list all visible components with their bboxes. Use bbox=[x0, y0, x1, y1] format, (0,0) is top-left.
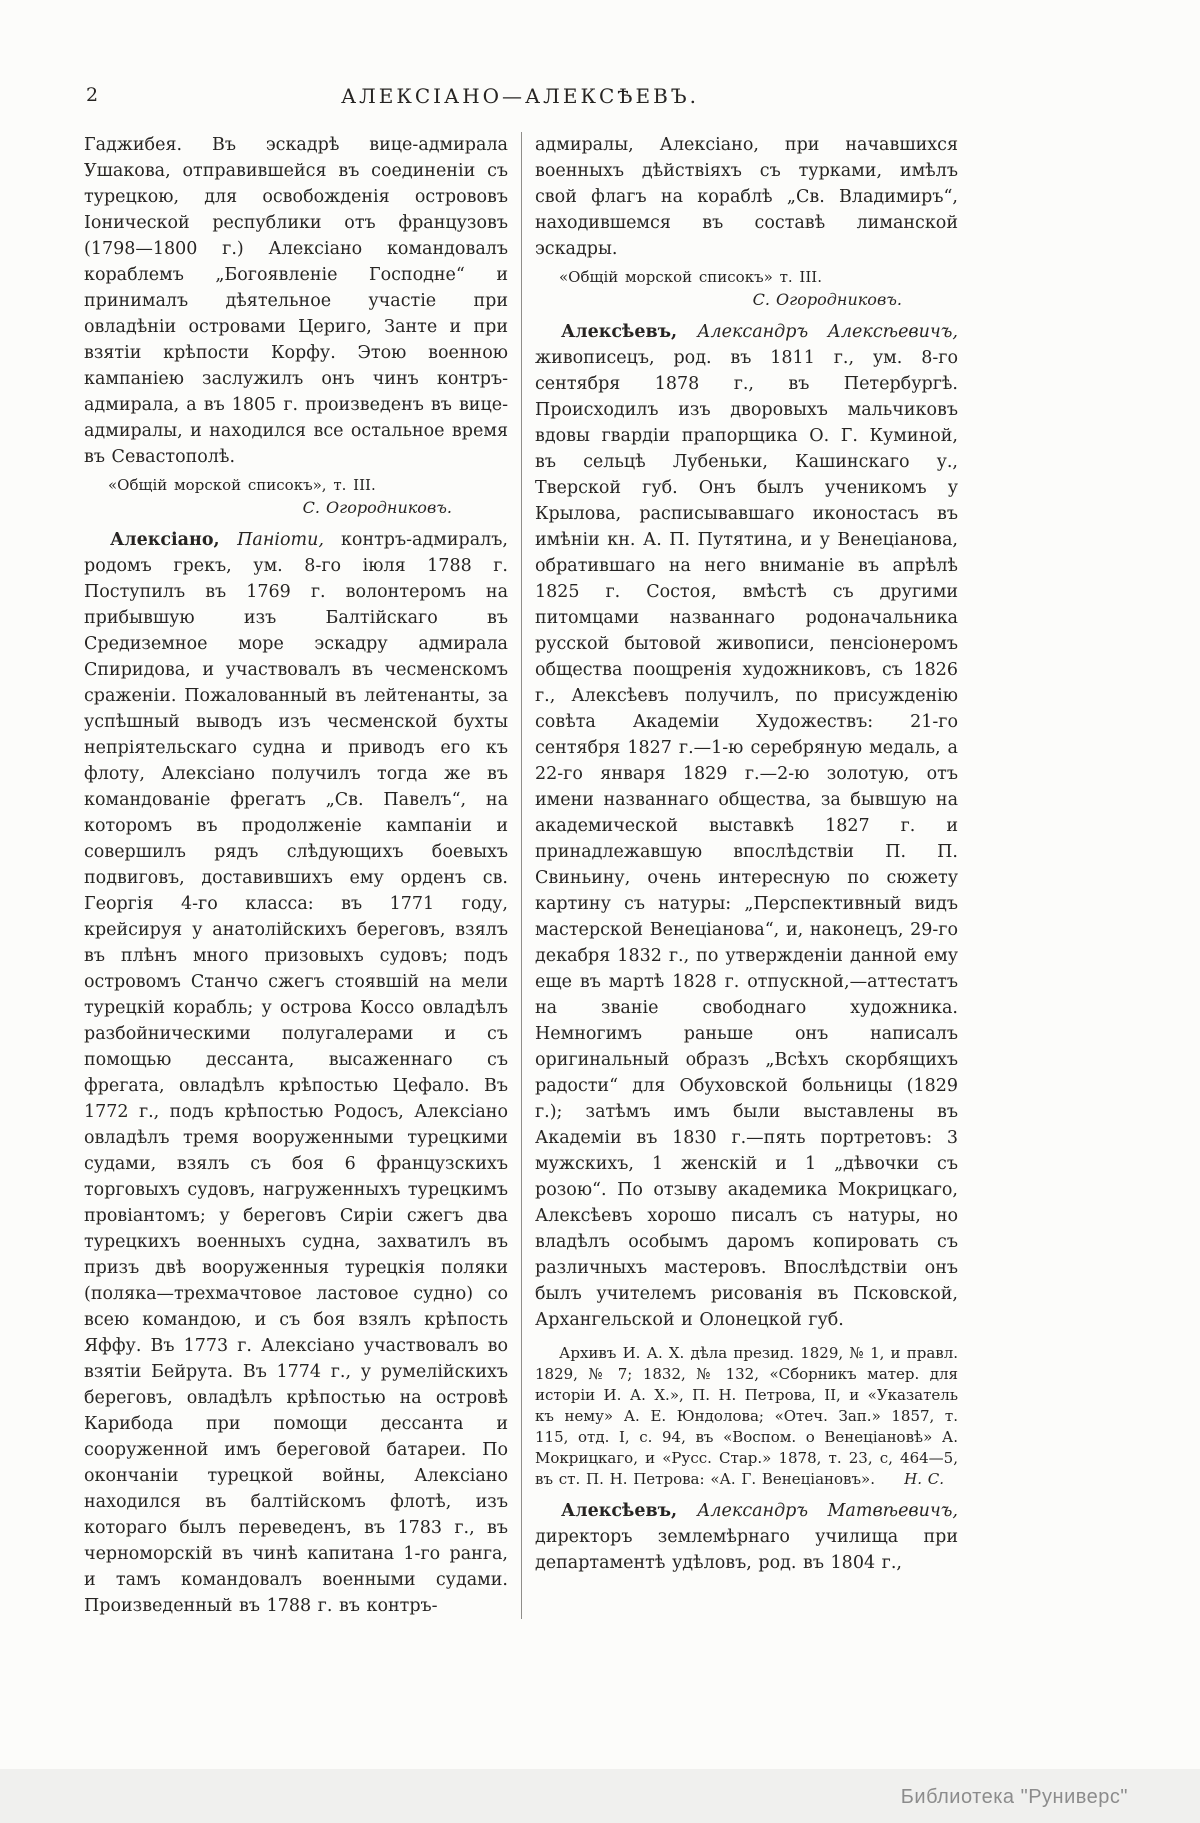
bibliography-signature: Н. С. bbox=[904, 1470, 944, 1488]
text-columns bbox=[84, 132, 958, 1619]
right-column bbox=[521, 132, 958, 1619]
entry-alekseev-painter bbox=[535, 319, 958, 1333]
continuation-paragraph: адмиралы, Алексіано, при начавшихся военныхъ дѣйствіяхъ съ турками, имѣлъ свой флагъ на кораблѣ „Св. Владимиръ“, находившемся въ составѣ лиманской эскадры. bbox=[535, 135, 958, 259]
entry-body-text: директоръ землемѣрнаго училища при департаментѣ удѣловъ, род. въ 1804 г., bbox=[535, 1527, 958, 1573]
running-head: АЛЕКСІАНО—АЛЕКСѢЕВЪ. bbox=[340, 84, 700, 108]
entry-alekseev-director bbox=[535, 1498, 958, 1576]
entry-aleksiano bbox=[84, 527, 508, 1619]
left-column bbox=[84, 132, 521, 1619]
entry-headword: Алексѣевъ, bbox=[561, 322, 698, 342]
bibliography-paragraph bbox=[535, 1343, 958, 1490]
continuation-paragraph: Гаджибея. Въ эскадрѣ вице-адмирала Ушакова, отправившейся въ соединеніи съ турецкою, для освобожденія острововъ Іонической республики отъ французовъ (1798—1800 г.) Алексіано командовалъ кораблемъ „Богоявленіе Господне“ и принималъ дѣятельное участіе при овладѣніи островами Цериго, Занте и при взятіи крѣпости Корфу. Этою военною кампаніею заслужилъ онъ чинъ контръ-адмирала, а въ 1805 г. произведенъ въ вице-адмиралы, и находился все остальное время въ Севастополѣ. bbox=[84, 135, 508, 467]
entry-body-text: контръ-адмиралъ, родомъ грекъ, ум. 8-го іюля 1788 г. Поступилъ въ 1769 г. волонтеромъ на прибывшую изъ Балтійскаго въ Средиземное море эскадру адмирала Спиридова, и участвовалъ въ чесменскомъ сраженіи. Пожалованный въ лейтенанты, за успѣшный выводъ изъ чесменской бухты непріятельскаго судна и приводъ его къ флоту, Алексіано получилъ тогда же въ командованіе фрегатъ „Св. Павелъ“, на которомъ въ продолженіе кампаніи и совершилъ рядъ слѣдующихъ боевыхъ подвиговъ, доставившихъ ему орденъ св. Георгія 4-го класса: въ 1771 году, крейсируя у анатолійскихъ береговъ, взялъ въ плѣнъ много призовыхъ судовъ; подъ островомъ Станчо сжегъ стоявшій на мели турецкій корабль; у острова Коссо овладѣлъ разбойническими полугалерами и съ помощью дессанта, высаженнаго съ фрегата, овладѣлъ крѣпостью Цефало. Въ 1772 г., подъ крѣпостью Родосъ, Алексіано овладѣлъ тремя вооруженными турецкими судами, взялъ съ боя 6 французскихъ торговыхъ судовъ, нагруженныхъ турецкимъ провіантомъ; у береговъ Сиріи сжегъ два турецкихъ военныхъ судна, захватилъ въ призъ двѣ вооруженныя турецкія поляки (поляка—трехмачтовое ластовое судно) со всею командою, и съ боя взялъ крѣпость Яффу. Въ 1773 г. Алексіано участвовалъ во взятіи Бейрута. Въ 1774 г., у румелійскихъ береговъ, овладѣлъ крѣпостью на островѣ Карибода при помощи дессанта и сооруженной имъ береговой батареи. По окончаніи турецкой войны, Алексіано находился въ балтійскомъ флотѣ, изъ котораго былъ переведенъ, въ 1783 г., въ черноморскій въ чинѣ капитана 1-го ранга, и тамъ командовалъ военными судами. Произведенный въ 1788 г. въ контръ- bbox=[84, 530, 508, 1616]
entry-body-text: живописецъ, род. въ 1811 г., ум. 8-го сентября 1878 г., въ Петербургѣ. Происходилъ изъ дворовыхъ мальчиковъ вдовы гвардіи прапорщика О. Г. Куминой, въ сельцѣ Лубеньки, Кашинскаго у., Тверской губ. Онъ былъ ученикомъ у Крылова, расписывавшаго иконостасъ въ имѣніи кн. А. П. Путятина, и у Венеціанова, обратившаго на него вниманіе въ апрѣлѣ 1825 г. Состоя, вмѣстѣ съ другими питомцами названнаго родоначальника русской бытовой живописи, пенсіонеромъ общества поощренія художниковъ, съ 1826 г., Алексѣевъ получилъ, по присужденію совѣта Академіи Художествъ: 21-го сентября 1827 г.—1-ю серебряную медаль, а 22-го января 1829 г.—2-ю золотую, отъ имени названнаго общества, за бывшую на академической выставкѣ 1827 г. и принадлежавшую впослѣдствіи П. П. Свиньину, очень интересную по сюжету картину съ натуры: „Перспективный видъ мастерской Венеціанова“, и, наконецъ, 29-го декабря 1832 г., по утвержденіи данной ему еще въ мартѣ 1828 г. отпускной,—аттестатъ на званіе свободнаго художника. Немногимъ раньше онъ написалъ оригинальный образъ „Всѣхъ скорбящихъ радости“ для Обуховской больницы (1829 г.); затѣмъ имъ были выставлены въ Академіи въ 1830 г.—пять портретовъ: 3 мужскихъ, 1 женскій и 1 „дѣвочки съ розою“. По отзыву академика Мокрицкаго, Алексѣевъ хорошо писалъ съ натуры, но владѣлъ особымъ даромъ копировать съ различныхъ мастеровъ. Впослѣдствіи онъ былъ учителемъ рисованія въ Псковской, Архангельской и Олонецкой губ. bbox=[535, 348, 958, 1330]
entry-person-name: Паніоти, bbox=[237, 530, 341, 550]
page-header-row bbox=[84, 0, 956, 108]
bibliography-text: Архивъ И. А. Х. дѣла презид. 1829, № 1, и правл. 1829, № 7; 1832, № 132, «Сборникъ матер. для исторіи И. А. Х.», П. Н. Петрова, II, и «Указатель къ нему» А. Е. Юндолова; «Отеч. Зап.» 1857, т. 115, отд. I, с. 94, въ «Воспом. о Венеціановѣ» А. Мокрицкаго, и «Русс. Стар.» 1878, т. 23, с, 464—5, въ ст. П. Н. Петрова: «А. Г. Венеціановъ». bbox=[535, 1344, 958, 1488]
entry-person-name: Александръ Алексѣевичъ, bbox=[697, 322, 958, 342]
page-number: 2 bbox=[86, 84, 99, 106]
source-citation: «Общій морской списокъ» т. III. bbox=[559, 268, 822, 286]
author-signature: С. Огородниковъ. bbox=[752, 290, 902, 309]
entry-person-name: Александръ Матвѣевичъ, bbox=[697, 1501, 958, 1521]
entry-headword: Алексіано, bbox=[110, 530, 238, 550]
source-citation: «Общій морской списокъ», т. III. bbox=[108, 476, 376, 494]
library-watermark: Библиотека "Руниверс" bbox=[900, 1786, 1128, 1808]
entry-headword: Алексѣевъ, bbox=[561, 1501, 698, 1521]
author-signature: С. Огородниковъ. bbox=[302, 498, 452, 517]
